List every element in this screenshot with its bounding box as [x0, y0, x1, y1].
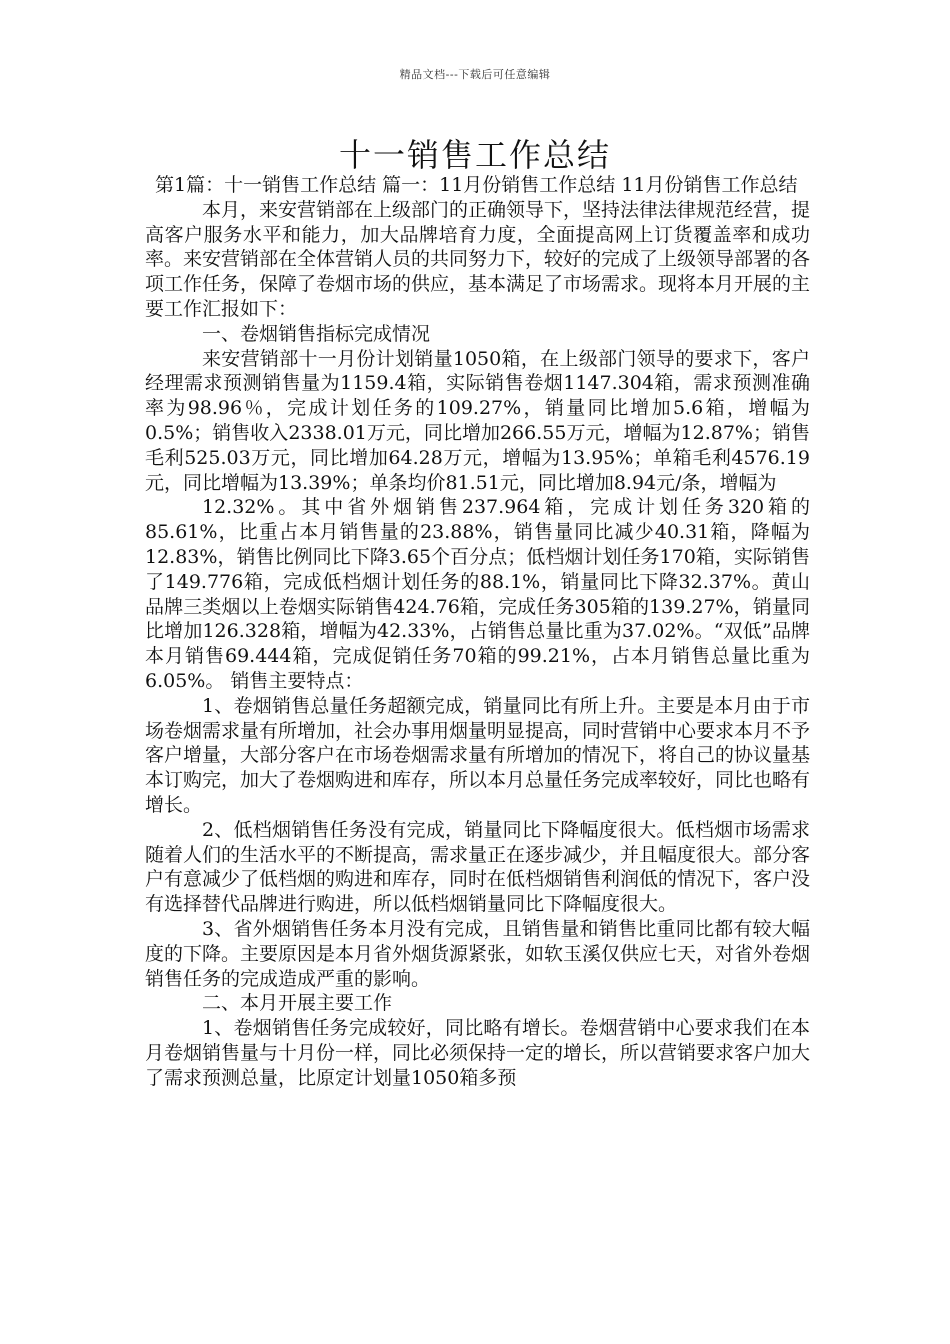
- paragraph-feature-2: 2、低档烟销售任务没有完成，销量同比下降幅度很大。低档烟市场需求随着人们的生活水平的不断提高，需求量正在逐步减少，并且幅度很大。部分客户有意减少了低档烟的购进和库存，同时在低档烟销售利润低的情况下，客户没有选择替代品牌进行购进，所以低档烟销量同比下降幅度很大。: [145, 818, 811, 916]
- paragraph-overview: 本月，来安营销部在上级部门的正确领导下，坚持法律法律规范经营，提高客户服务水平和能力，加大品牌培育力度，全面提高网上订货覆盖率和成功率。来安营销部在全体营销人员的共同努力下，较好的完成了上级领导部署的各项工作任务，保障了卷烟市场的供应，基本满足了市场需求。现将本月开展的主要工作汇报如下：: [145, 198, 811, 320]
- paragraph-sales-figures: 来安营销部十一月份计划销量1050箱，在上级部门领导的要求下，客户经理需求预测销售量为1159.4箱，实际销售卷烟1147.304箱，需求预测准确率为98.96％，完成计划任务的109.27%，销量同比增加5.6箱，增幅为0.5%；销售收入2338.01万元，同比增加266.55万元，增幅为12.87%；销售毛利525.03万元，同比增加64.28万元，增幅为13.95%；单箱毛利4576.19元，同比增幅为13.39%；单条均价81.51元，同比增加8.94元/条，增幅为: [145, 347, 810, 494]
- paragraph-sales-breakdown: 12.32%。其中省外烟销售237.964箱，完成计划任务320箱的85.61%，比重占本月销售量的23.88%，销售量同比减少40.31箱，降幅为12.83%，销售比例同比下降3.65个百分点；低档烟计划任务170箱，实际销售了149.776箱，完成低档烟计划任务的88.1%，销量同比下降32.37%。黄山品牌三类烟以上卷烟实际销售424.76箱，完成任务305箱的139.27%，销量同比增加126.328箱，增幅为42.33%，占销售总量比重为37.02%。“双低”品牌本月销售69.444箱，完成促销任务70箱的99.21%，占本月销售总量比重为6.05%。 销售主要特点：: [145, 496, 810, 692]
- document-body: [145, 173, 810, 1090]
- paragraph-feature-1: 1、卷烟销售总量任务超额完成，销量同比有所上升。主要是本月由于市场卷烟需求量有所增加，社会办事用烟量明显提高，同时营销中心要求本月不予客户增量，大部分客户在市场卷烟需求量有所增加的情况下，将自己的协议量基本订购完，加大了卷烟购进和库存，所以本月总量任务完成率较好，同比也略有增长。: [145, 694, 811, 816]
- document-title: 十一销售工作总结: [338, 136, 611, 174]
- paragraph-feature-3: 3、省外烟销售任务本月没有完成，且销售量和销售比重同比都有较大幅度的下降。主要原因是本月省外烟货源紧张，如软玉溪仅供应七天，对省外卷烟销售任务的完成造成严重的影响。: [145, 917, 811, 990]
- paragraph-work-1: 1、卷烟销售任务完成较好，同比略有增长。卷烟营销中心要求我们在本月卷烟销售量与十月份一样，同比必须保持一定的增长，所以营销要求客户加大了需求预测总量，比原定计划量1050箱多预: [145, 1017, 811, 1089]
- section-heading-2: 二、本月开展主要工作: [202, 992, 393, 1015]
- paragraph-intro: 第1篇：十一销售工作总结 篇一：11月份销售工作总结 11月份销售工作总结: [155, 174, 798, 196]
- header-note: 精品文档---下载后可任意编辑: [399, 68, 551, 81]
- section-heading-1: 一、卷烟销售指标完成情况: [202, 322, 431, 345]
